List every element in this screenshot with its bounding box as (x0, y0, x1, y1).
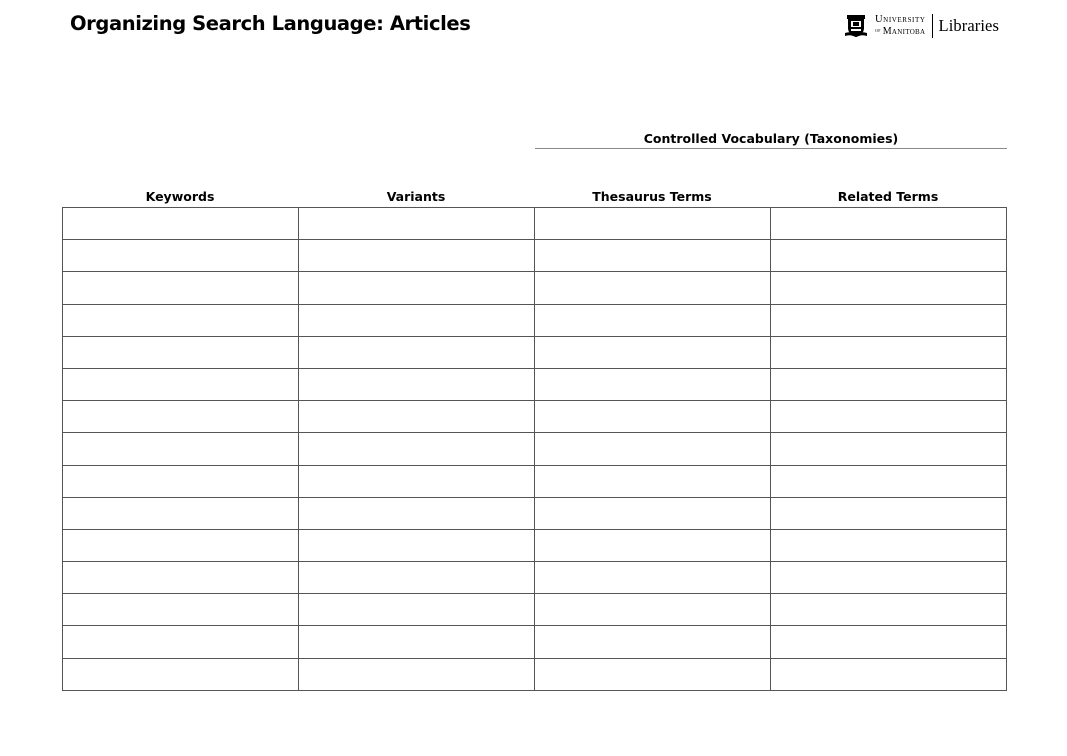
column-header-variants: Variants (386, 189, 446, 204)
table-row (63, 497, 1007, 529)
cell-related-terms[interactable] (771, 208, 1007, 240)
cell-keywords[interactable] (63, 529, 299, 561)
cell-related-terms[interactable] (771, 304, 1007, 336)
table-row (63, 433, 1007, 465)
cell-variants[interactable] (299, 304, 535, 336)
cell-variants[interactable] (299, 433, 535, 465)
cell-keywords[interactable] (63, 433, 299, 465)
logo-line-manitoba: Manitoba (882, 25, 926, 37)
cell-thesaurus-terms[interactable] (535, 594, 771, 626)
column-header-related-terms: Related Terms (837, 189, 939, 204)
cell-thesaurus-terms[interactable] (535, 336, 771, 368)
cell-related-terms[interactable] (771, 594, 1007, 626)
cell-variants[interactable] (299, 529, 535, 561)
cell-variants[interactable] (299, 208, 535, 240)
cell-thesaurus-terms[interactable] (535, 529, 771, 561)
cell-thesaurus-terms[interactable] (535, 304, 771, 336)
cell-variants[interactable] (299, 497, 535, 529)
cell-keywords[interactable] (63, 208, 299, 240)
cell-related-terms[interactable] (771, 336, 1007, 368)
table-row (63, 401, 1007, 433)
table-body (63, 208, 1007, 691)
cell-related-terms[interactable] (771, 465, 1007, 497)
cell-thesaurus-terms[interactable] (535, 562, 771, 594)
controlled-vocabulary-heading: Controlled Vocabulary (Taxonomies) (643, 131, 899, 146)
table-row (63, 562, 1007, 594)
column-headers (62, 189, 1007, 204)
cell-thesaurus-terms[interactable] (535, 497, 771, 529)
cell-related-terms[interactable] (771, 401, 1007, 433)
cell-related-terms[interactable] (771, 658, 1007, 690)
cell-related-terms[interactable] (771, 562, 1007, 594)
cell-variants[interactable] (299, 272, 535, 304)
cell-variants[interactable] (299, 368, 535, 400)
table-row (63, 465, 1007, 497)
cell-keywords[interactable] (63, 368, 299, 400)
cell-keywords[interactable] (63, 240, 299, 272)
cell-thesaurus-terms[interactable] (535, 208, 771, 240)
table-row (63, 208, 1007, 240)
cell-variants[interactable] (299, 658, 535, 690)
search-terms-table (62, 207, 1007, 691)
table-row (63, 368, 1007, 400)
controlled-vocabulary-rule (535, 148, 1007, 149)
table-row (63, 272, 1007, 304)
cell-variants[interactable] (299, 562, 535, 594)
cell-related-terms[interactable] (771, 529, 1007, 561)
cell-related-terms[interactable] (771, 433, 1007, 465)
cell-related-terms[interactable] (771, 626, 1007, 658)
cell-related-terms[interactable] (771, 497, 1007, 529)
cell-variants[interactable] (299, 336, 535, 368)
table-row (63, 658, 1007, 690)
logo-divider (932, 14, 933, 38)
cell-thesaurus-terms[interactable] (535, 658, 771, 690)
cell-thesaurus-terms[interactable] (535, 401, 771, 433)
cell-keywords[interactable] (63, 401, 299, 433)
cell-keywords[interactable] (63, 497, 299, 529)
cell-thesaurus-terms[interactable] (535, 240, 771, 272)
page-title: Organizing Search Language: Articles (70, 12, 471, 35)
cell-variants[interactable] (299, 401, 535, 433)
university-of-manitoba-libraries-logo (845, 13, 999, 39)
cell-variants[interactable] (299, 594, 535, 626)
cell-related-terms[interactable] (771, 272, 1007, 304)
column-header-thesaurus-terms: Thesaurus Terms (592, 189, 712, 204)
table-row (63, 336, 1007, 368)
cell-thesaurus-terms[interactable] (535, 368, 771, 400)
cell-keywords[interactable] (63, 594, 299, 626)
cell-related-terms[interactable] (771, 240, 1007, 272)
cell-keywords[interactable] (63, 336, 299, 368)
cell-variants[interactable] (299, 626, 535, 658)
cell-variants[interactable] (299, 465, 535, 497)
cell-keywords[interactable] (63, 562, 299, 594)
cell-related-terms[interactable] (771, 368, 1007, 400)
cell-variants[interactable] (299, 240, 535, 272)
table-row (63, 529, 1007, 561)
cell-thesaurus-terms[interactable] (535, 272, 771, 304)
logo-line-of: of (875, 27, 881, 34)
cell-keywords[interactable] (63, 658, 299, 690)
cell-keywords[interactable] (63, 465, 299, 497)
cell-thesaurus-terms[interactable] (535, 433, 771, 465)
cell-thesaurus-terms[interactable] (535, 626, 771, 658)
logo-libraries: Libraries (938, 16, 999, 35)
cell-keywords[interactable] (63, 626, 299, 658)
cell-keywords[interactable] (63, 272, 299, 304)
cell-thesaurus-terms[interactable] (535, 465, 771, 497)
table-row (63, 626, 1007, 658)
cell-keywords[interactable] (63, 304, 299, 336)
table-row (63, 240, 1007, 272)
table-row (63, 304, 1007, 336)
table-row (63, 594, 1007, 626)
logo-line-university: University (875, 14, 926, 26)
column-header-keywords: Keywords (145, 189, 215, 204)
university-crest-icon (845, 14, 867, 38)
